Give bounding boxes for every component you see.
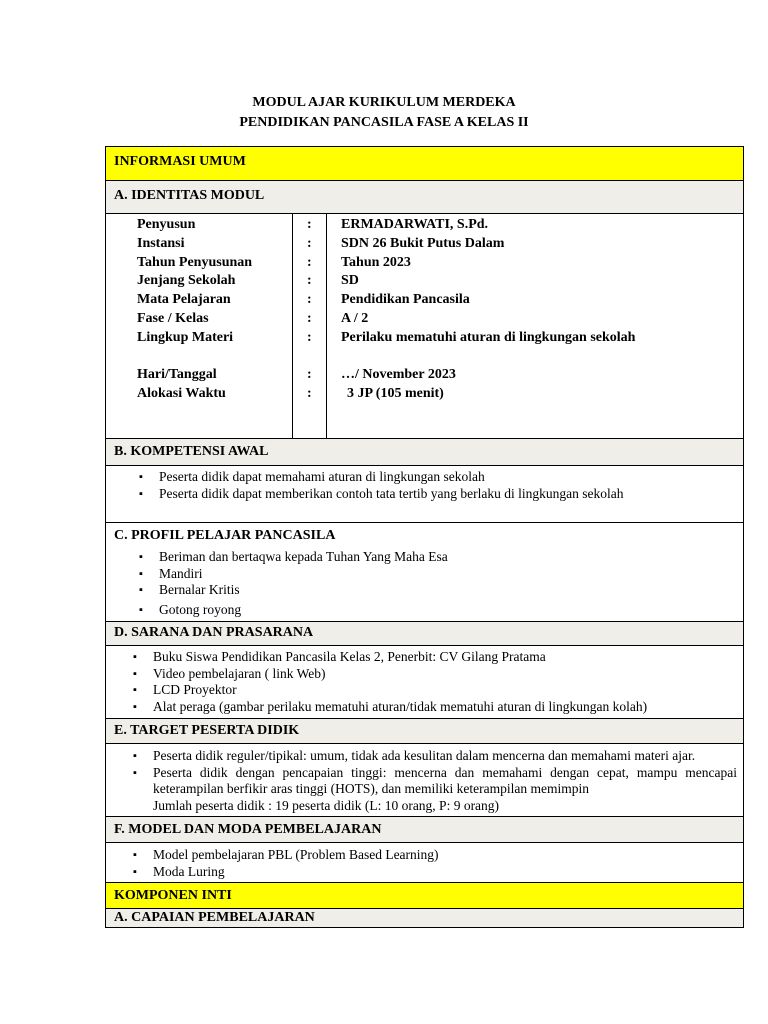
label-alokasi-waktu: Alokasi Waktu xyxy=(137,386,226,401)
colon: : xyxy=(307,236,312,251)
target-header: E. TARGET PESERTA DIDIK xyxy=(106,718,743,743)
list-item: ▪ Peserta didik dengan pencapaian tinggi: mencerna dan memahami dengan cepat, mampu mencapai keterampilan berfikir aras tinggi (HOTS), dan memiliki keterampilan memimpin xyxy=(153,765,737,798)
colon: : xyxy=(307,311,312,326)
list-item: ▪ Peserta didik reguler/tipikal: umum, tidak ada kesulitan dalam mencerna dan memahami materi ajar. xyxy=(153,748,737,765)
list-item: ▪ Peserta didik dapat memahami aturan di lingkungan sekolah xyxy=(159,469,743,486)
list-item: ▪ Beriman dan bertaqwa kepada Tuhan Yang Maha Esa xyxy=(159,549,743,566)
label-lingkup-materi: Lingkup Materi xyxy=(137,330,234,345)
identitas-modul-body xyxy=(106,213,743,438)
value-alokasi-waktu: 3 JP (105 menit) xyxy=(347,386,444,401)
colon: : xyxy=(307,386,312,401)
list-item: ▪ Bernalar Kritis xyxy=(159,582,743,599)
column-divider xyxy=(326,214,327,438)
column-divider xyxy=(292,214,293,438)
list-item: ▪ Peserta didik dapat memberikan contoh tata tertib yang berlaku di lingkungan sekolah xyxy=(159,486,743,503)
label-fase-kelas: Fase / Kelas xyxy=(137,311,209,326)
colon: : xyxy=(307,330,312,345)
profil-pelajar-header: C. PROFIL PELAJAR PANCASILA xyxy=(114,528,336,543)
informasi-umum-header: INFORMASI UMUM xyxy=(106,147,743,180)
module-table xyxy=(105,146,744,928)
document-title: MODUL AJAR KURIKULUM MERDEKA xyxy=(252,95,516,110)
profil-pelajar-section xyxy=(106,522,743,621)
colon: : xyxy=(307,217,312,232)
capaian-header: A. CAPAIAN PEMBELAJARAN xyxy=(106,908,743,927)
list-item: ▪ Alat peraga (gambar perilaku mematuhi aturan/tidak mematuhi aturan di lingkungan kolah) xyxy=(153,699,743,716)
jumlah-peserta: Jumlah peserta didik : 19 peserta didik (L: 10 orang, P: 9 orang) xyxy=(153,797,500,813)
colon: : xyxy=(307,367,312,382)
list-item: ▪ Video pembelajaran ( link Web) xyxy=(153,666,743,683)
list-item: ▪ Mandiri xyxy=(159,566,743,583)
value-penyusun: ERMADARWATI, S.Pd. xyxy=(341,217,489,232)
sarana-header: D. SARANA DAN PRASARANA xyxy=(106,621,743,645)
sarana-body xyxy=(106,645,743,718)
label-tahun-penyusunan: Tahun Penyusunan xyxy=(137,255,253,270)
value-instansi: SDN 26 Bukit Putus Dalam xyxy=(341,236,505,251)
value-lingkup-materi: Perilaku mematuhi aturan di lingkungan sekolah xyxy=(341,330,636,345)
list-item: ▪ Gotong royong xyxy=(159,602,743,619)
list-item: ▪ LCD Proyektor xyxy=(153,682,743,699)
label-penyusun: Penyusun xyxy=(137,217,196,232)
value-hari-tanggal: …/ November 2023 xyxy=(341,367,456,382)
label-jenjang-sekolah: Jenjang Sekolah xyxy=(137,273,236,288)
colon: : xyxy=(307,273,312,288)
list-item: ▪ Model pembelajaran PBL (Problem Based Learning) xyxy=(153,847,743,864)
list-item: ▪ Moda Luring xyxy=(153,864,743,881)
label-instansi: Instansi xyxy=(137,236,185,251)
value-tahun-penyusunan: Tahun 2023 xyxy=(341,255,411,270)
kompetensi-awal-header: B. KOMPETENSI AWAL xyxy=(106,438,743,465)
value-jenjang-sekolah: SD xyxy=(341,273,359,288)
kompetensi-awal-body xyxy=(106,465,743,522)
komponen-inti-header: KOMPONEN INTI xyxy=(106,882,743,908)
label-mata-pelajaran: Mata Pelajaran xyxy=(137,292,231,307)
model-body xyxy=(106,842,743,882)
target-body xyxy=(106,743,743,816)
colon: : xyxy=(307,255,312,270)
model-header: F. MODEL DAN MODA PEMBELAJARAN xyxy=(106,816,743,842)
label-hari-tanggal: Hari/Tanggal xyxy=(137,367,217,382)
document-subtitle: PENDIDIKAN PANCASILA FASE A KELAS II xyxy=(239,115,529,130)
colon: : xyxy=(307,292,312,307)
value-mata-pelajaran: Pendidikan Pancasila xyxy=(341,292,470,307)
identitas-modul-header: A. IDENTITAS MODUL xyxy=(106,180,743,213)
list-item: ▪ Buku Siswa Pendidikan Pancasila Kelas 2, Penerbit: CV Gilang Pratama xyxy=(153,649,743,666)
value-fase-kelas: A / 2 xyxy=(341,311,369,326)
